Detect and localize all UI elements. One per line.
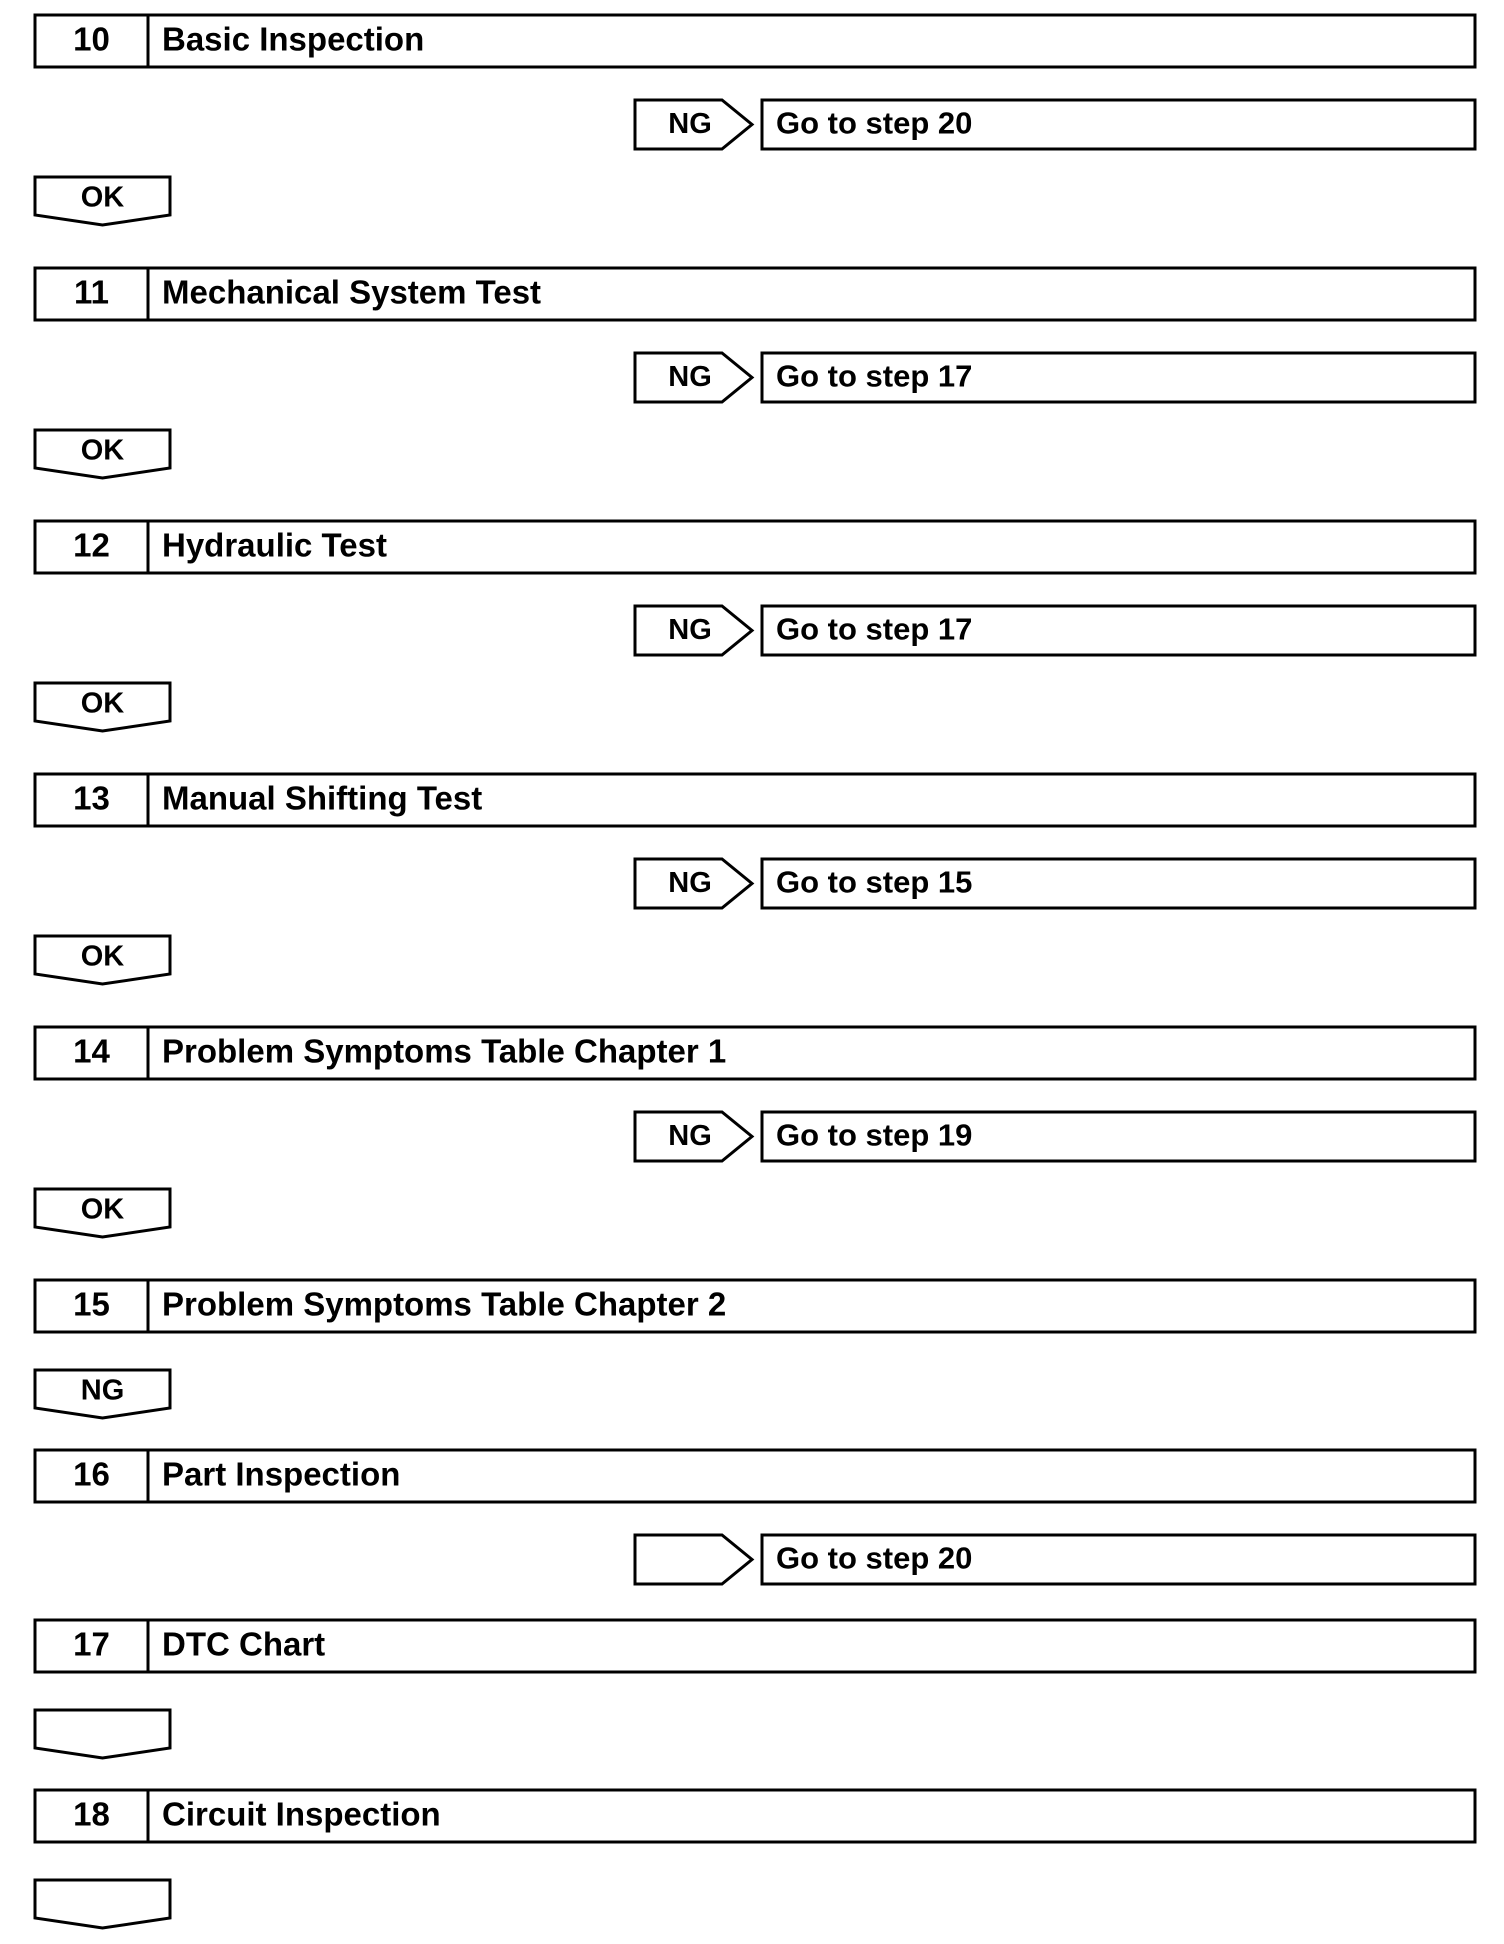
step-number: 13 (73, 779, 110, 817)
branch-arrow (635, 1535, 752, 1584)
step-title: Problem Symptoms Table Chapter 1 (162, 1032, 727, 1070)
step-number: 11 (74, 273, 109, 311)
flow-down-label: OK (80, 1193, 125, 1226)
branch-target-text: Go to step 19 (776, 1117, 973, 1153)
branch-label: NG (668, 361, 712, 394)
step-number: 12 (73, 526, 110, 564)
branch-label: NG (668, 867, 712, 900)
step-title: Basic Inspection (162, 20, 425, 58)
flow-down-label: OK (80, 940, 125, 973)
branch-label: NG (668, 108, 712, 141)
step-number: 10 (73, 20, 110, 58)
step-title: DTC Chart (162, 1625, 326, 1663)
branch-label: NG (668, 614, 712, 647)
step-title: Manual Shifting Test (162, 779, 483, 817)
step-number: 16 (73, 1455, 110, 1493)
step-title: Mechanical System Test (162, 273, 542, 311)
branch-target-text: Go to step 17 (776, 358, 973, 394)
step-number: 15 (73, 1285, 110, 1323)
branch-target-text: Go to step 20 (776, 1540, 973, 1576)
branch-target-text: Go to step 15 (776, 864, 973, 900)
flow-down-label: OK (80, 434, 125, 467)
branch-target-text: Go to step 17 (776, 611, 973, 647)
branch-target-text: Go to step 20 (776, 105, 973, 141)
flow-down-label: NG (80, 1374, 125, 1407)
step-title: Part Inspection (162, 1455, 401, 1493)
step-number: 14 (73, 1032, 110, 1070)
step-title: Circuit Inspection (162, 1795, 441, 1833)
branch-label: NG (668, 1120, 712, 1153)
step-number: 18 (73, 1795, 110, 1833)
flow-down-label: OK (80, 687, 125, 720)
flow-down-arrow (35, 1880, 170, 1928)
step-title: Hydraulic Test (162, 526, 387, 564)
step-number: 17 (73, 1625, 110, 1663)
flow-down-arrow (35, 1710, 170, 1758)
flow-down-label: OK (80, 181, 125, 214)
step-title: Problem Symptoms Table Chapter 2 (162, 1285, 727, 1323)
